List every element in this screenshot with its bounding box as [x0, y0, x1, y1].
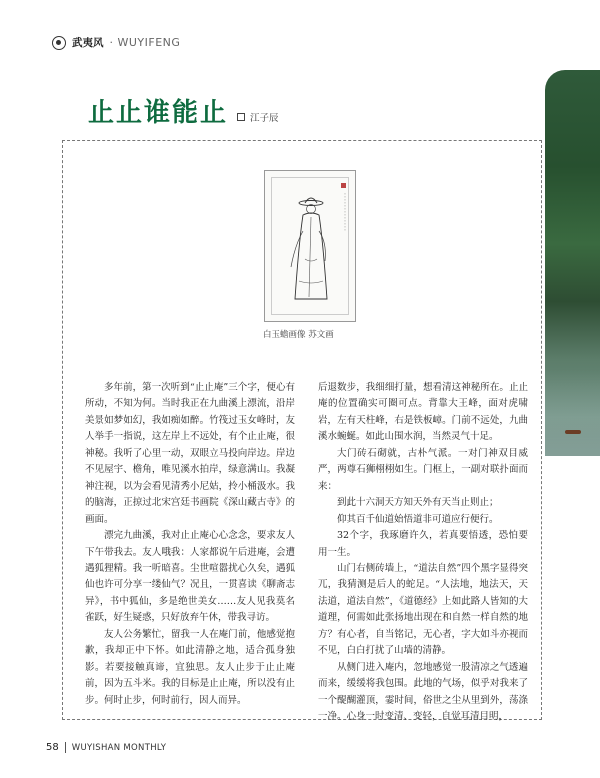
paragraph: 漂完九曲溪，我对止止庵心心念念，要求友人下午带我去。友人哦我：人家都说午后进庵，会遭遇狐狸精。我一听暗喜。尘世喧嚣扰心久矣，遇狐仙也许可分享一缕仙气？况且，一贯喜读《聊斋志异》，书中狐仙，多是绝世美女……友人见我莫名雀跃，好生疑惑，只好放弃午休，带我寻访。	[85, 530, 295, 624]
body-column-right	[318, 380, 528, 726]
body-column-left	[85, 380, 295, 709]
paragraph: 大门砖石砌就，古朴气派。一对门神双目威严，两尊石狮栩栩如生。门框上，一副对联扑面而来：	[318, 447, 528, 492]
author-marker-icon	[237, 113, 245, 121]
paragraph: 山门右侧砖墙上，“道法自然”四个黑字显得突兀，我猜测是后人的蛇足。“人法地，地法天，天法道，道法自然”，《道德经》上如此路人皆知的大道理，何需如此张扬地出现在和自然一样自然的地方？有心者，自当铭记，无心者，字大如斗亦视而不见，白白打扰了山墙的清静。	[318, 562, 528, 657]
painting-caption: 白玉蟾画像 苏文画	[263, 330, 334, 340]
brand-name: 武夷风	[72, 37, 104, 49]
paragraph: 多年前，第一次听到“止止庵”三个字，便心有所动，不知为何。当时我正在九曲溪上漂流，沿岸美景如梦如幻，我如痴如醉。竹筏过玉女峰时，友人举手一指说，这左岸上不远处，有个止止庵，很神秘。我听了心里一动，双眼立马投向岸边。岸边不见屋宇、檐角，唯见溪水拍岸，绿意满山。我凝神注视，以为会看见清秀小尼姑，拎小桶汲水。我的脑海，正掠过北宋宫廷书画院《深山藏古寺》的画面。	[85, 382, 295, 525]
page-footer	[46, 742, 166, 753]
portrait-painting	[264, 170, 356, 322]
bamboo-raft-icon	[565, 430, 581, 434]
author-line	[237, 110, 279, 124]
logo-icon	[52, 36, 66, 50]
paragraph: 友人公务繁忙，留我一人在庵门前，他感觉抱歉，我却正中下怀。如此清静之地，适合孤身独影。若要接触真谛，宜独思。友人止步于止止庵前，因为五斗米。我的目标是止止庵，所以没有止步。何时止步，何时前行，因人而异。	[85, 628, 295, 706]
paragraph: 后退数步，我细细打量，想看清这神秘所在。止止庵的位置确实可圈可点。背靠大王峰，面对虎啸岩，左有天柱峰，右是铁板嶂。门前不远处，九曲溪水蜿蜒。如此山围水润，当然灵气十足。	[318, 382, 528, 443]
magazine-name: WUYISHAN MONTHLY	[71, 742, 167, 753]
article-title: 止止谁能止	[88, 98, 229, 128]
masthead	[52, 35, 180, 50]
taoist-figure-icon	[265, 171, 357, 323]
author-name: 江子辰	[250, 113, 279, 124]
page-number: 58	[46, 742, 59, 753]
paragraph: 32个字，我琢磨许久，若真要悟透，恐怕要用一生。	[318, 530, 528, 558]
couplet-line: 仰其百千仙道始悟道非可道应行便行。	[337, 513, 499, 525]
brand-english: · WUYIFENG	[109, 36, 181, 49]
landscape-photo	[545, 70, 600, 456]
photo-mist	[545, 370, 600, 456]
footer-divider	[65, 742, 66, 753]
couplet-line: 到此十六洞天方知天外有天当止则止；	[337, 497, 499, 509]
paragraph: 从侧门进入庵内，忽地感觉一股清凉之气透遍而来，缓缓将我包围。此地的气场，似乎对我来了一个醍醐灌顶，霎时间，俗世之尘从里到外，荡涤一净。心身一时变清、变轻，自觉耳清目明，	[318, 661, 528, 723]
